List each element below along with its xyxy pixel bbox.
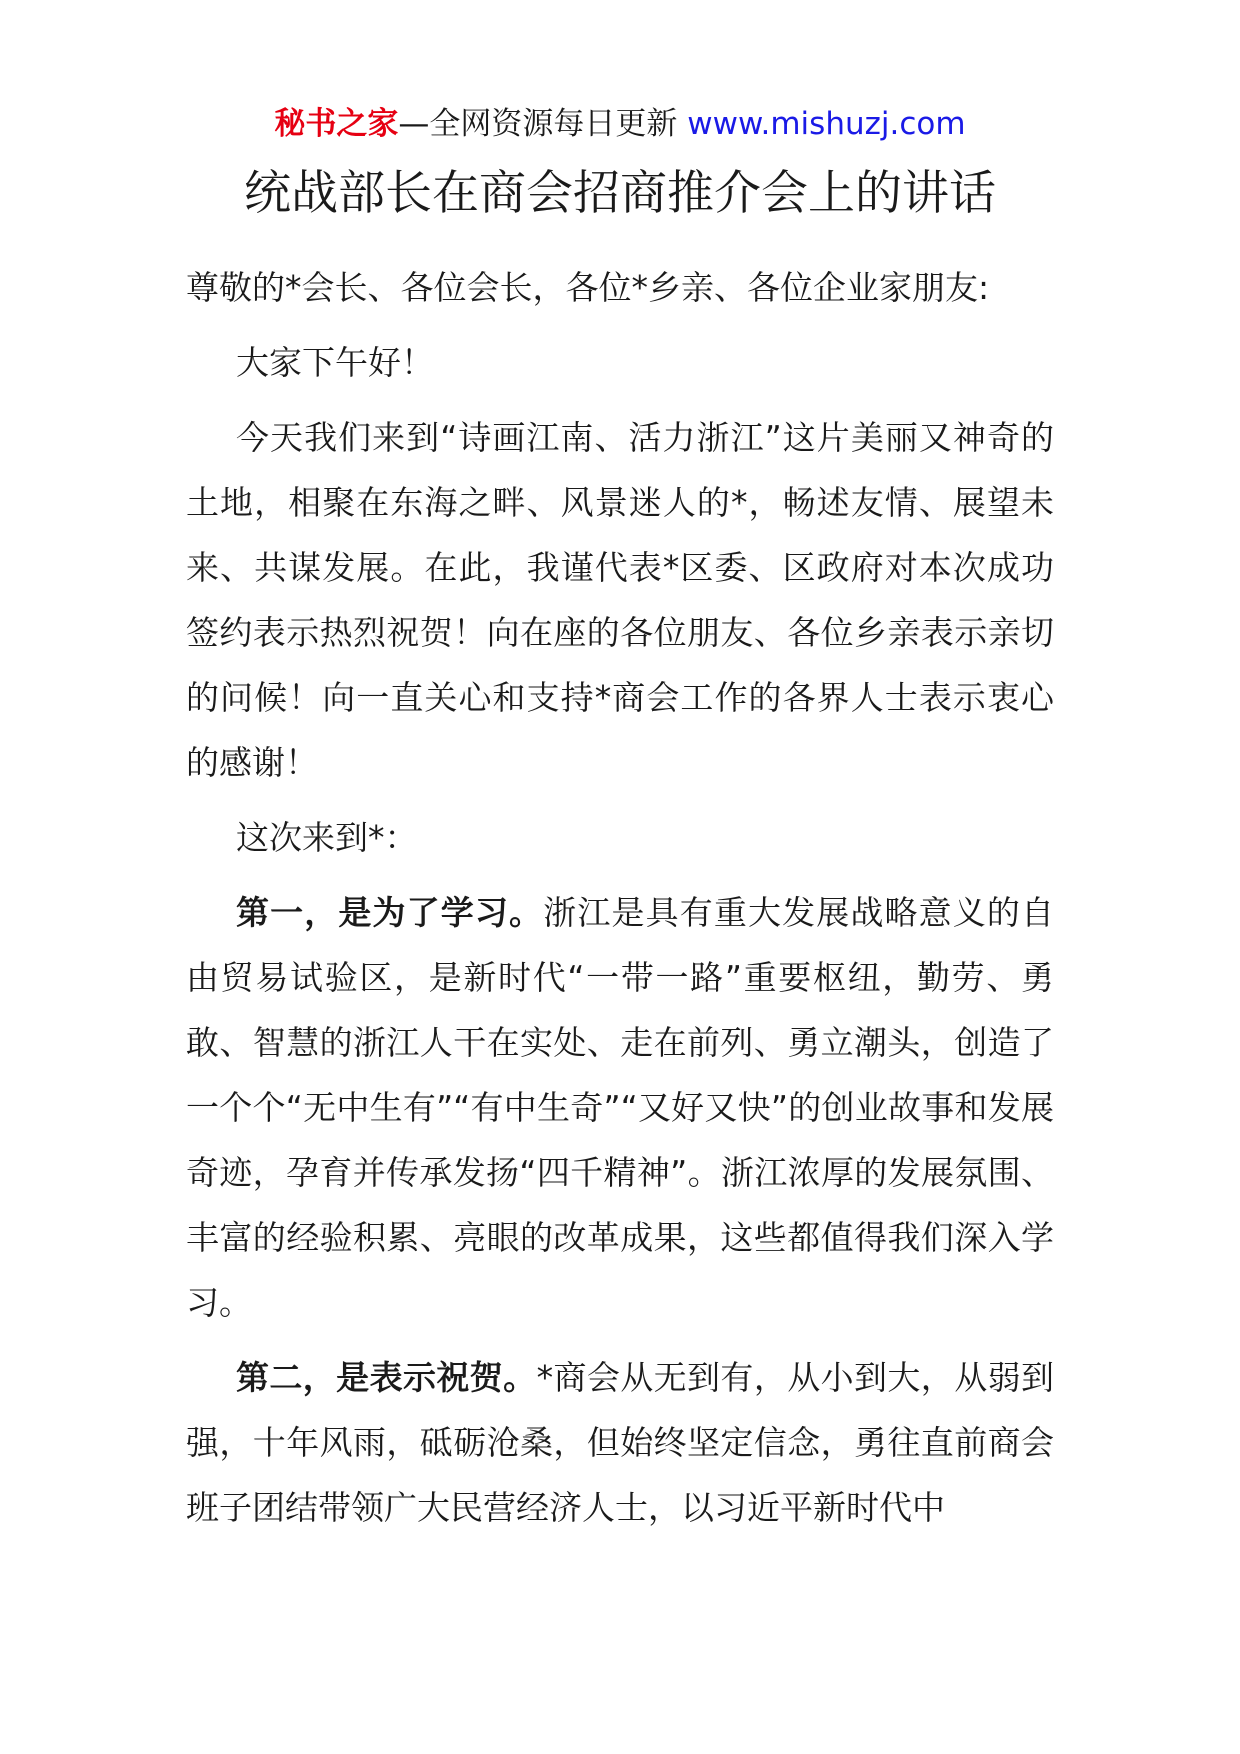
site-header [0,104,1240,144]
intro-paragraph: 这次来到*： [236,818,418,857]
site-url-link[interactable]: www.mishuzj.com [687,106,966,142]
document-body [186,255,1054,1550]
point-two-lead: 第二，是表示祝贺。 [236,1358,537,1397]
site-slogan: —全网资源每日更新 [398,106,678,142]
point-two-text: *商会从无到有，从小到大，从弱到强，十年风雨，砥砺沧桑，但始终坚定信念，勇往直前商会班子团结带领广大民营经济人士，以习近平新时代中 [186,1358,1055,1527]
site-brand: 秘书之家 [274,106,399,142]
document-title: 统战部长在商会招商推介会上的讲话 [244,166,996,221]
greeting-paragraph: 大家下午好！ [236,343,434,382]
opening-paragraph: 今天我们来到“诗画江南、活力浙江”这片美丽又神奇的土地，相聚在东海之畔、风景迷人的*，畅述友情、展望未来、共谋发展。在此，我谨代表*区委、区政府对本次成功签约表示热烈祝贺！向在座的各位朋友、各位乡亲表示亲切的问候！向一直关心和支持*商会工作的各界人士表示衷心的感谢！ [186,418,1054,782]
salutation-paragraph: 尊敬的*会长、各位会长，各位*乡亲、各位企业家朋友: [186,268,990,307]
point-one-lead: 第一，是为了学习。 [236,893,544,932]
point-one-paragraph [186,880,1054,1335]
point-two-paragraph [186,1345,1054,1540]
point-one-text: 浙江是具有重大发展战略意义的自由贸易试验区，是新时代“一带一路”重要枢纽，勤劳、勇敢、智慧的浙江人干在实处、走在前列、勇立潮头，创造了一个个“无中生有”“有中生奇”“又好又快”的创业故事和发展奇迹，孕育并传承发扬“四千精神”。浙江浓厚的发展氛围、丰富的经验积累、亮眼的改革成果，这些都值得我们深入学习。 [186,893,1055,1322]
